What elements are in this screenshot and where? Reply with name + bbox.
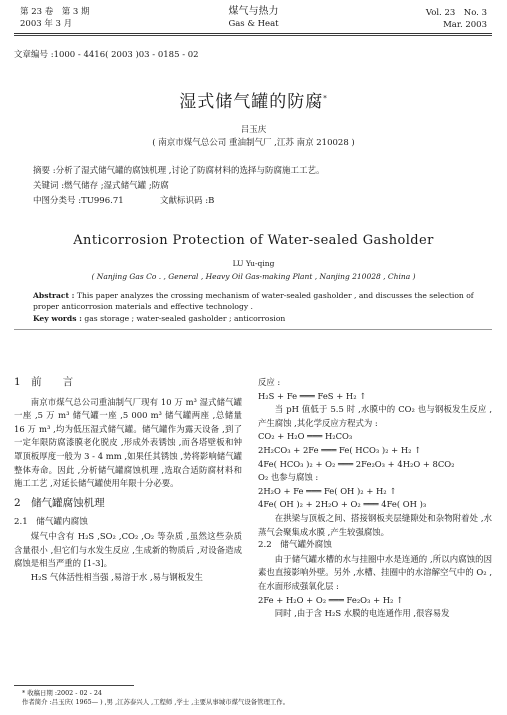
abstract-cn: 摘要 :分析了湿式储气罐的腐蚀机理 ,讨论了防腐材料的选择与防腐施工工艺。 bbox=[33, 166, 325, 176]
author-en: LU Yu-qing bbox=[232, 259, 275, 268]
equation-iron-bicarbonate: 2H₂CO₃ + 2Fe ═══ Fe( HCO₃ )₂ + H₂ ↑ bbox=[258, 444, 422, 455]
equation-oxidation: 4Fe( HCO₃ )₂ + O₂ ═══ 2Fe₂O₃ + 4H₂O + 8CO₂ bbox=[258, 458, 455, 469]
document-code: 文献标识码 :B bbox=[160, 196, 215, 206]
volume-issue-cn: 第 23 卷 第 3 期 bbox=[20, 7, 90, 17]
equation-ferrous-hydroxide: 2H₂O + Fe ═══ Fe( OH )₂ + H₂ ↑ bbox=[258, 485, 397, 496]
affiliation-en: ( Nanjing Gas Co . , General , Heavy Oil Gas-making Plant , Nanjing 210028 , China ) bbox=[91, 272, 416, 281]
reaction-intro: 反应 : bbox=[258, 377, 281, 387]
journal-name-cn: 煤气与热力 bbox=[228, 6, 279, 17]
h2s-paragraph: H₂S 气体活性相当强 ,易溶于水 ,易与钢板发生 bbox=[30, 571, 203, 582]
crevice-paragraph: 在拱梁与顶板之间、搭接钢板夹层缝隙处和杂物附着处 ,水蒸气会聚集成水膜 ,产生较强腐蚀。 bbox=[258, 512, 492, 537]
equation-surface-oxidation: 2Fe + H₂O + O₂ ═══ Fe₂O₃ + H₂ ↑ bbox=[258, 594, 404, 605]
author-cn: 吕玉庆 bbox=[240, 125, 267, 135]
abstract-en: Abstract : This paper analyzes the crossing mechanism of water-sealed gasholder , and discusses the selection of proper anticorrosion materials and effective technology . bbox=[33, 291, 474, 311]
equation-h2s: H₂S + Fe ═══ FeS + H₂ ↑ bbox=[258, 390, 367, 401]
section-heading-intro: 1 前 言 bbox=[14, 376, 74, 388]
keywords-en: Key words : gas storage ; water-sealed gasholder ; anticorrosion bbox=[33, 314, 286, 323]
right-column bbox=[258, 376, 492, 621]
date-cn: 2003 年 3 月 bbox=[20, 19, 73, 29]
internal-corrosion-paragraph: 煤气中含有 H₂S ,SO₂ ,CO₂ ,O₂ 等杂质 ,虽然这些杂质含量很小 ,但它们与水发生反应 ,生成新的物质后 ,对设备造成腐蚀是相当严重的 [1-3]。 bbox=[14, 530, 242, 569]
paper-title-en: Anticorrosion Protection of Water-sealed Gasholder bbox=[73, 233, 434, 248]
journal-name-en: Gas & Heat bbox=[228, 19, 279, 29]
equation-carbonic-acid: CO₂ + H₂O ═══ H₂CO₃ bbox=[258, 431, 353, 442]
left-column bbox=[14, 376, 242, 584]
paper-title-cn: 湿式储气罐的防腐* bbox=[179, 92, 328, 112]
header-rule bbox=[14, 33, 492, 34]
subsection-heading-internal: 2.1 储气罐内腐蚀 bbox=[14, 517, 88, 528]
header-rule-thin bbox=[14, 35, 492, 36]
author-bio: 作者简介 :吕玉庆( 1965— ) ,男 ,江苏泰兴人 ,工程师 ,学士 ,主要从事城市煤气设备管理工作。 bbox=[22, 698, 290, 706]
title-footnote-mark: * bbox=[323, 94, 328, 103]
section-heading-mechanism: 2 储气罐腐蚀机理 bbox=[14, 496, 105, 509]
class-number: 中图分类号 :TU996.71 bbox=[33, 196, 124, 206]
external-corrosion-paragraph: 由于储气罐水槽的水与挂圈中水是连通的 ,所以内腐蚀的因素也直接影响外壁。另外 ,水槽、挂圈中的水溶解空气中的 O₂ ,在水面形成强氧化层 : bbox=[258, 553, 492, 591]
date-en: Mar. 2003 bbox=[443, 20, 487, 30]
received-date: * 收稿日期 :2002 - 02 - 24 bbox=[22, 689, 102, 697]
intro-paragraph: 南京市煤气总公司重油制气厂现有 10 万 m³ 湿式储气罐一座 ,5 万 m³ 储气罐一座 ,5 000 m³ 储气罐两座 ,总储量 16 万 m³ ,均为低压湿式储气罐。储气罐作为露天设备 ,到了一定年限防腐漆膜老化脱皮 ,形成外表锈蚀 ,而各塔壁板和钟罩顶板厚度一般为 3 - 4 mm ,如果任其锈蚀 ,势将影响储气罐整体寿命。因此 ,分析储气罐腐蚀机理 ,选取合适防腐材料和施工工艺 ,对延长储气罐使用年限十分必要。 bbox=[14, 396, 242, 489]
keywords-cn: 关键词 :燃气储存 ;湿式储气罐 ;防腐 bbox=[33, 181, 169, 191]
affiliation-cn: ( 南京市煤气总公司 重油制气厂 ,江苏 南京 210028 ) bbox=[152, 138, 355, 148]
subsection-heading-external: 2.2 储气罐外腐蚀 bbox=[258, 540, 332, 551]
equation-ferric-hydroxide: 4Fe( OH )₂ + 2H₂O + O₂ ═══ 4Fe( OH )₃ bbox=[258, 499, 427, 510]
abstract-rule bbox=[14, 329, 492, 330]
co2-paragraph: 当 pH 值低于 5.5 时 ,水膜中的 CO₂ 也与钢板发生反应 ,产生腐蚀 ,其化学反应方程式为 : bbox=[258, 404, 492, 428]
volume-issue-en: Vol. 23 No. 3 bbox=[425, 8, 487, 18]
oxygen-paragraph: O₂ 也参与腐蚀 : bbox=[258, 472, 319, 483]
article-number: 文章编号 :1000 - 4416( 2003 )03 - 0185 - 02 bbox=[14, 50, 199, 60]
h2s-film-paragraph: 同时 ,由于含 H₂S 水膜的电连通作用 ,很容易发 bbox=[274, 608, 450, 619]
footnote-rule bbox=[14, 685, 134, 686]
